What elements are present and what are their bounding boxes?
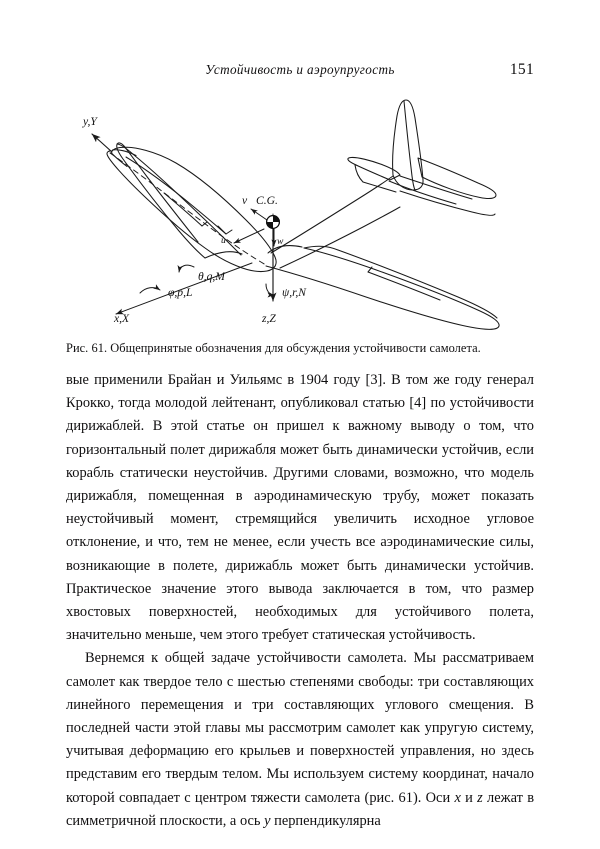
stabilizer-root-near	[363, 182, 396, 192]
label-z-axis: z,Z	[262, 312, 276, 325]
aircraft-diagram-svg	[66, 96, 534, 339]
math-var-y: y	[264, 812, 271, 829]
tail-boom-lower	[280, 207, 400, 268]
paragraph-2-text-mid-1: и	[460, 789, 478, 806]
u-velocity-arrow	[234, 229, 264, 243]
left-aileron-end	[202, 222, 207, 226]
aircraft-axes-illustration	[66, 96, 534, 339]
label-velocity-u: u	[221, 235, 226, 246]
nose-top-line	[113, 150, 137, 156]
tail-boom-upper	[271, 176, 393, 253]
paragraph-2-text-mid-2: лежат в симметричной плоскости, а ось	[66, 789, 535, 829]
running-head-title: Устойчивость и аэроупругость	[205, 62, 395, 77]
v-velocity-arrow	[251, 209, 267, 220]
left-wing-leading	[117, 143, 205, 258]
page-number: 151	[509, 61, 534, 78]
label-y-axis: y,Y	[83, 115, 97, 128]
canopy-rear	[218, 226, 232, 234]
center-of-gravity-marker	[267, 216, 280, 229]
label-velocity-v: v	[242, 194, 248, 207]
label-x-axis: x,X	[114, 312, 130, 325]
label-yaw: ψ,r,N	[282, 286, 306, 299]
pitch-moment-arc	[179, 265, 194, 272]
math-var-z: z	[477, 789, 483, 806]
body-text	[66, 369, 534, 833]
paragraph-1: вые применили Брайан и Уильямс в 1904 году [3]. В том же году генерал Крокко, тогда молодой лейтенант, опубликовал статью [4] по устойчивости дирижаблей. В этой статье он пришел к важному выводу о том, что горизонтальный полет дирижабля может быть динамически устойчив, если корабль статически неустойчив. Другими словами, возможно, что модель дирижабля, помещенная в аэродинамическую трубу, может показать неустойчивый момент, стремящийся увеличить исходное угловое отклонение, и что, тем не менее, если учесть все аэродинамические силы, возникающие в полете, дирижабль может быть динамически устойчив. Практическое значение этого вывода заключается в том, что размер хвостовых поверхностей, необходимых для устойчивого полета, значительно меньше, чем этого требует статическая устойчивость.	[66, 372, 534, 644]
figure-caption: Рис. 61. Общепринятые обозначения для обсуждения устойчивости самолета.	[66, 341, 481, 355]
horizontal-stabilizer-far	[418, 158, 496, 199]
math-var-x: x	[454, 789, 461, 806]
left-wing-tip-edge	[205, 252, 242, 258]
paragraph-2-text-before: Вернемся к общей задаче устойчивости самолета. Мы рассматриваем самолет как твердое тело с шестью степенями свободы: три составляющих линейного перемещения и три составляющих углового смещения. В последней части этой главы мы рассмотрим самолет как упругую систему, учитывая деформацию его крыльев и поверхностей управления, но здесь представим его твердым телом. Мы используем систему координат, начало которой совпадает с центром тяжести самолета (рис. 61). Оси	[66, 650, 534, 806]
right-aileron-line	[368, 272, 440, 300]
y-axis-arrow	[92, 134, 112, 152]
paragraph-2	[66, 647, 534, 833]
stabilizer-lower-edge	[400, 191, 495, 215]
label-roll: φ,p,L	[168, 286, 193, 299]
figure-61	[66, 96, 534, 339]
label-pitch: θ,q,M	[198, 270, 225, 283]
fin-rib-line	[404, 101, 415, 190]
fuselage-centerline-dashed	[110, 153, 266, 265]
label-cg: C.G.	[256, 194, 278, 207]
paragraph-2-text-after: перпендикулярна	[270, 812, 381, 829]
stabilizer-leading-edge	[400, 176, 472, 199]
label-velocity-w: w	[277, 236, 284, 247]
running-head	[66, 62, 534, 84]
roll-moment-arc	[140, 288, 160, 293]
